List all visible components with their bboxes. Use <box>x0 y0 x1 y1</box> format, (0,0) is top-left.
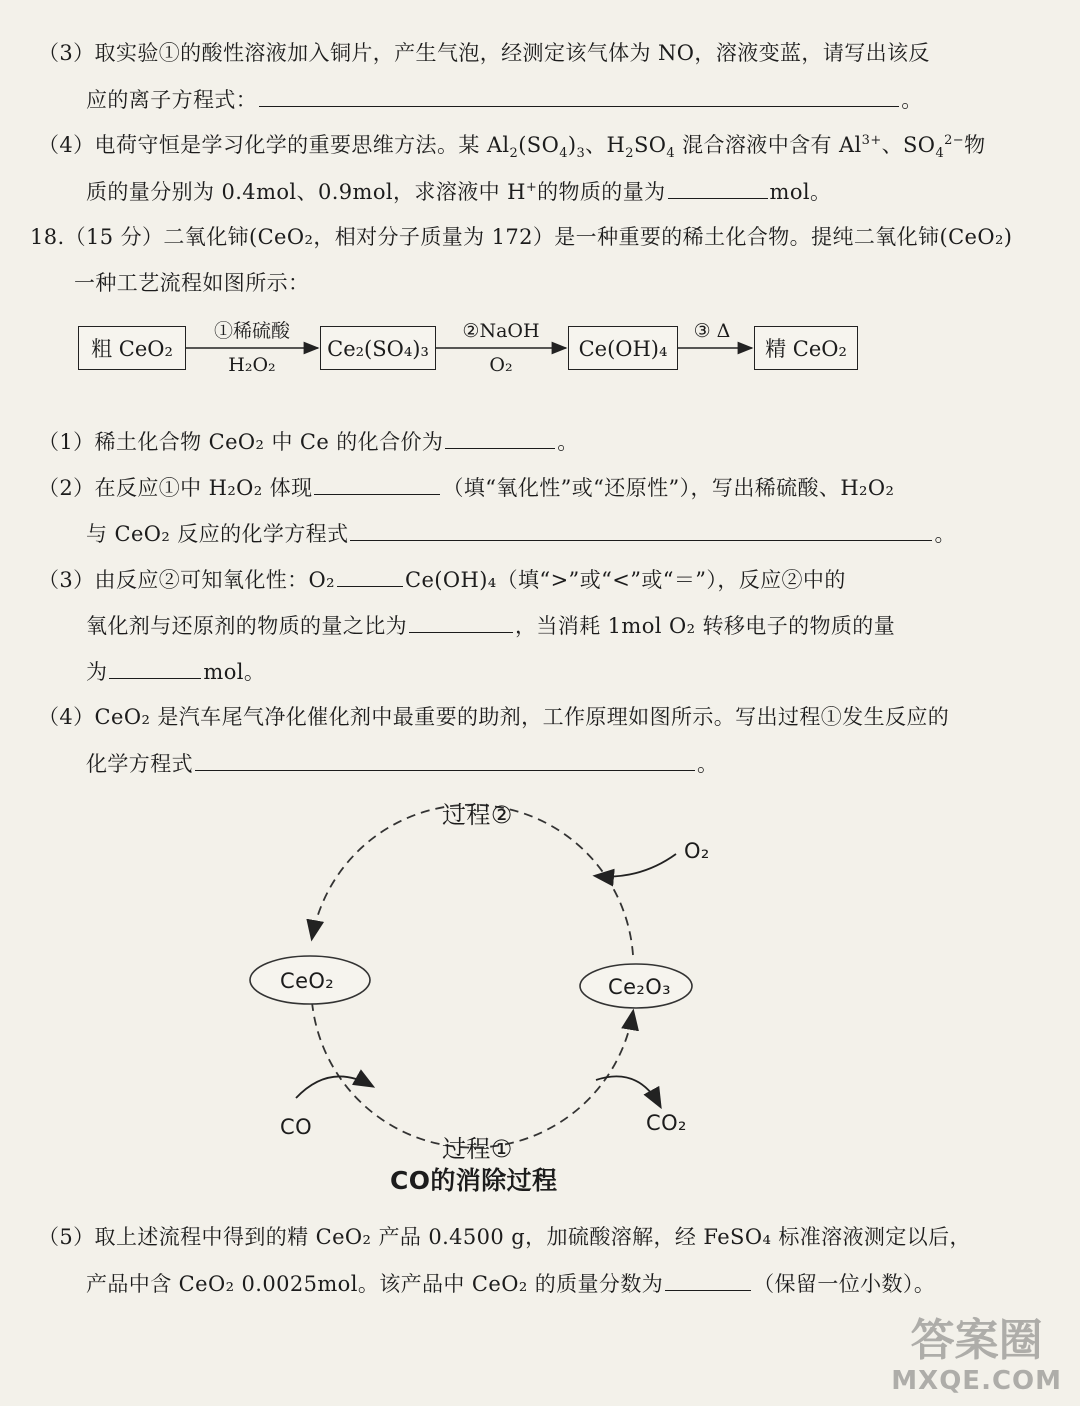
answer-blank[interactable] <box>109 656 201 679</box>
q17-3-line1: （3）取实验①的酸性溶液加入铜片，产生气泡，经测定该气体为 NO，溶液变蓝，请写出该反 <box>38 41 930 65</box>
watermark-logo-text: 答案圈 <box>910 1315 1043 1366</box>
o2-arrow <box>596 854 676 877</box>
flow-box-crude-ceo2: 粗 CeO₂ <box>78 326 186 370</box>
q18-5-line2: 产品中含 CeO₂ 0.0025mol。该产品中 CeO₂ 的质量分数为 （保留一位小数）。 <box>86 1268 935 1299</box>
flow-box-ceoh4: Ce(OH)₄ <box>568 326 678 370</box>
q18-2-line1: （2）在反应①中 H₂O₂ 体现 （填“氧化性”或“还原性”），写出稀硫酸、H₂O₂ <box>38 472 894 503</box>
ce2o3-label: Ce₂O₃ <box>608 975 671 999</box>
ceo2-label: CeO₂ <box>280 969 335 993</box>
flow-arrow-1-top-label: ①稀硫酸 <box>213 320 290 342</box>
q17-4-line1: （4）电荷守恒是学习化学的重要思维方法。某 $Al_2(SO_4)_3$、$H_2SO_4$ 混合溶液中含有 $Al^{3+}$、$SO_4^{2-}$物 <box>38 133 986 162</box>
cycle-arc-process1 <box>312 1002 633 1148</box>
co-arrow <box>296 1076 372 1098</box>
answer-blank[interactable] <box>668 176 768 199</box>
cycle-caption: CO的消除过程 <box>390 1166 558 1195</box>
watermark <box>891 1316 1062 1396</box>
q18-4-line1: （4）CeO₂ 是汽车尾气净化催化剂中最重要的助剂，工作原理如图所示。写出过程①发生反应的 <box>38 705 950 729</box>
watermark-url: MXQE.COM <box>891 1366 1062 1396</box>
flow-box-pure-ceo2: 精 CeO₂ <box>754 326 858 370</box>
flow-arrow-2-bottom-label: O₂ <box>489 354 513 376</box>
o2-label: O₂ <box>684 839 710 863</box>
answer-blank[interactable] <box>445 426 555 449</box>
q18-line1: 18.（15 分）二氧化铈(CeO₂，相对分子质量为 172）是一种重要的稀土化合物。提纯二氧化铈(CeO₂) <box>30 225 1013 249</box>
q18-3-line3: 为 mol。 <box>86 656 265 687</box>
answer-blank[interactable] <box>350 518 932 541</box>
ceo2-cycle-diagram <box>0 790 1080 1210</box>
co2-label: CO₂ <box>646 1111 687 1135</box>
cycle-top-label: 过程② <box>442 801 513 829</box>
q18-5-line1: （5）取上述流程中得到的精 CeO₂ 产品 0.4500 g，加硫酸溶解，经 FeSO₄ 标准溶液测定以后， <box>38 1225 971 1249</box>
flow-arrow-1-bottom-label: H₂O₂ <box>228 354 276 376</box>
q18-1-line: （1）稀土化合物 CeO₂ 中 Ce 的化合价为 。 <box>38 426 579 457</box>
co2-arrow <box>596 1076 660 1106</box>
answer-blank[interactable] <box>665 1268 751 1291</box>
answer-blank[interactable] <box>409 610 513 633</box>
q17-3-line2: 应的离子方程式： 。 <box>86 84 923 115</box>
answer-blank[interactable] <box>259 84 899 107</box>
q18-3-line1: （3）由反应②可知氧化性：O₂ Ce(OH)₄（填“>”或“<”或“＝”），反应②中的 <box>38 564 846 595</box>
q18-4-line2: 化学方程式 。 <box>86 748 718 779</box>
cycle-bottom-label: 过程① <box>442 1135 513 1163</box>
answer-blank[interactable] <box>337 564 403 587</box>
q17-4-line2: 质的量分别为 0.4mol、0.9mol，求溶液中 H+的物质的量为 mol。 <box>86 176 831 207</box>
q18-line2: 一种工艺流程如图所示： <box>74 271 310 295</box>
answer-blank[interactable] <box>314 472 440 495</box>
flow-arrow-3-top-label: ③ Δ <box>693 320 731 342</box>
answer-blank[interactable] <box>195 748 695 771</box>
flow-box-ce2so43: Ce₂(SO₄)₃ <box>320 326 436 370</box>
q18-2-line2: 与 CeO₂ 反应的化学方程式 。 <box>86 518 956 549</box>
flow-arrow-2-top-label: ②NaOH <box>462 320 540 342</box>
co-label: CO <box>280 1115 312 1139</box>
q18-3-line2: 氧化剂与还原剂的物质的量之比为 ，当消耗 1mol O₂ 转移电子的物质的量 <box>86 610 895 641</box>
